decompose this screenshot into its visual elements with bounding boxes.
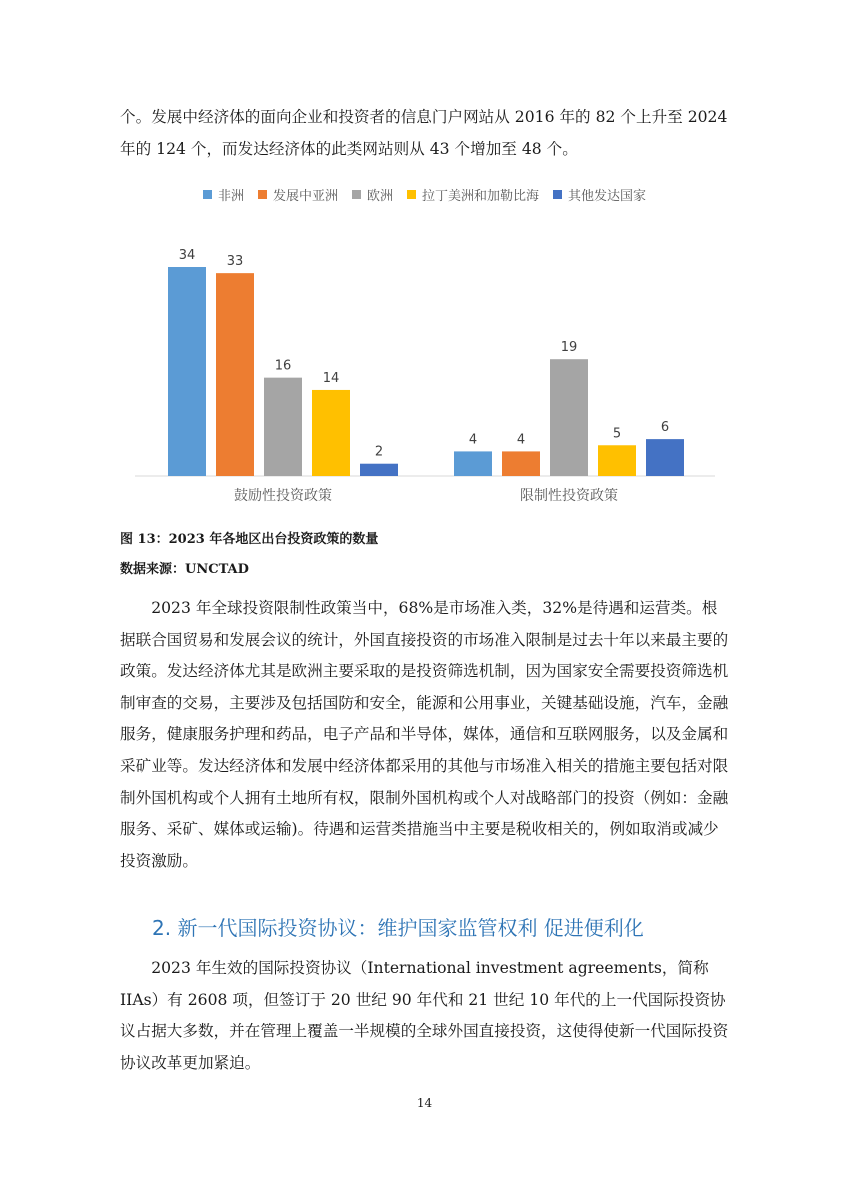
data-label: 14 [322, 370, 340, 386]
figure-caption: 图 13：2023 年各地区出台投资政策的数量 [120, 532, 379, 547]
bar [646, 439, 684, 476]
bar [216, 273, 254, 476]
intro-paragraph: 个。发展中经济体的面向企业和投资者的信息门户网站从 2016 年的 82 个上升至 2024 年的 124 个，而发达经济体的此类网站则从 43 个增加至 48 个。 [120, 108, 728, 158]
bar [550, 359, 588, 476]
legend-label: 其他发达国家 [568, 189, 647, 204]
data-label: 6 [660, 420, 670, 436]
bar [598, 445, 636, 476]
bar [168, 267, 206, 476]
legend-swatch [352, 190, 361, 199]
legend-item [407, 185, 539, 204]
iia-paragraph: 2023 年生效的国际投资协议（International investment agreements，简称 IIAs）有 2608 项，但签订于 20 世纪 90 年代和 21 世纪 10 年代的上一代国际投资协议占据大多数，并在管理上覆盖一半规模的全球外国直接投资，这使得使新一代国际投资协议改革更加紧迫。 [120, 959, 729, 1072]
legend-item [553, 185, 646, 204]
section-heading: 2. 新一代国际投资协议：维护国家监管权利 促进便利化 [152, 916, 644, 940]
bar [264, 378, 302, 476]
category-label: 鼓励性投资政策 [234, 488, 332, 504]
bar-chart [120, 230, 730, 520]
bar [502, 451, 540, 476]
legend-swatch [407, 190, 416, 199]
data-label: 2 [374, 444, 384, 460]
bar [312, 390, 350, 476]
legend-item [352, 185, 393, 204]
category-label: 限制性投资政策 [520, 488, 618, 504]
legend-swatch [258, 190, 267, 199]
bar [454, 451, 492, 476]
data-label: 16 [274, 358, 292, 374]
body-paragraph: 2023 年全球投资限制性政策当中，68%是市场准入类，32%是待遇和运营类。根据联合国贸易和发展会议的统计，外国直接投资的市场准入限制是过去十年以来最主要的政策。发达经济体尤其是欧洲主要采取的是投资筛选机制，因为国家安全需要投资筛选机制审查的交易，主要涉及包括国防和安全，能源和公用事业，关键基础设施，汽车，金融服务，健康服务护理和药品，电子产品和半导体，媒体，通信和互联网服务，以及金属和采矿业等。发达经济体和发展中经济体都采用的其他与市场准入相关的措施主要包括对限制外国机构或个人拥有土地所有权，限制外国机构或个人对战略部门的投资（例如：金融服务、采矿、媒体或运输)。待遇和运营类措施当中主要是税收相关的，例如取消或减少投资激励。 [120, 599, 729, 870]
data-label: 4 [516, 432, 526, 448]
data-label: 4 [468, 432, 478, 448]
data-label: 34 [178, 248, 196, 263]
legend-label: 发展中亚洲 [272, 189, 338, 204]
legend-swatch [203, 190, 212, 199]
legend-label: 欧洲 [366, 189, 393, 204]
legend-label: 非洲 [217, 189, 244, 204]
data-label: 33 [226, 254, 244, 270]
legend-item [258, 185, 338, 204]
chart-legend [0, 185, 849, 204]
bar [360, 464, 398, 476]
page-number: 14 [416, 1096, 433, 1110]
source-caption: 数据来源：UNCTAD [120, 562, 249, 577]
legend-swatch [553, 190, 562, 199]
legend-label: 拉丁美洲和加勒比海 [422, 189, 540, 204]
legend-item [203, 185, 244, 204]
data-label: 5 [612, 426, 622, 442]
data-label: 19 [560, 340, 578, 356]
